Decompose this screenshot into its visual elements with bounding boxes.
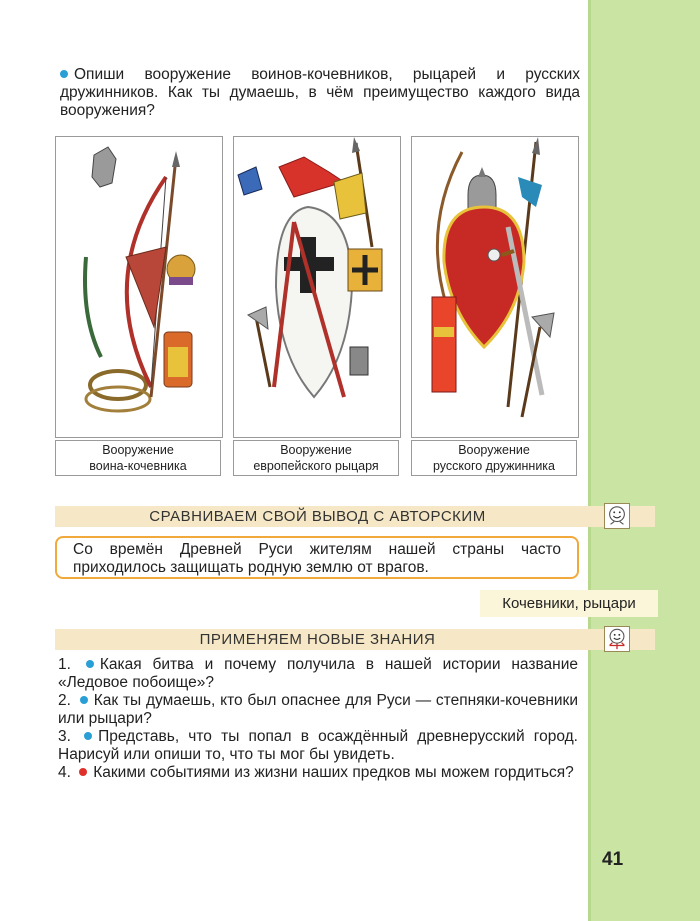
- question-4: [58, 764, 578, 782]
- smiley-face-icon: [604, 503, 630, 529]
- caption-knight: [233, 440, 399, 476]
- bullet-blue-icon: [86, 660, 94, 668]
- question-4-number: 4.: [58, 764, 71, 781]
- question-2-number: 2.: [58, 692, 71, 709]
- picture-knight-weapons: [233, 136, 401, 438]
- caption-druzhinnik: [411, 440, 577, 476]
- caption-druzhinnik-line2: русского дружинника: [432, 459, 555, 473]
- bullet-red-icon: [79, 768, 87, 776]
- bullet-blue-icon: [84, 732, 92, 740]
- questions-list: [58, 656, 578, 782]
- intro-text: Опиши вооружение воинов-кочевников, рыцарей и русских дружинников. Как ты думаешь, в чём преимущество каждого вида вооружения?: [60, 66, 580, 119]
- caption-knight-line1: Вооружение: [280, 443, 352, 457]
- question-2: [58, 692, 578, 728]
- question-1: [58, 656, 578, 692]
- question-1-text: Какая битва и почему получила в нашей истории название «Ледовое побоище»?: [58, 656, 578, 691]
- caption-nomad-line2: воина-кочевника: [89, 459, 187, 473]
- page-number: 41: [602, 849, 624, 870]
- sidebar-edge: [588, 0, 591, 921]
- picture-druzhinnik-weapons: [411, 136, 579, 438]
- picture-nomad-weapons: [55, 136, 223, 438]
- right-sidebar: [590, 0, 700, 921]
- keywords-tag: Кочевники, рыцари: [480, 590, 658, 617]
- caption-druzhinnik-line1: Вооружение: [458, 443, 530, 457]
- author-conclusion-box: [55, 536, 579, 579]
- question-2-text: Как ты думаешь, кто был опаснее для Руси — степняки-кочевники или рыцари?: [58, 692, 578, 727]
- section-title-compare: СРАВНИВАЕМ СВОЙ ВЫВОД С АВТОРСКИМ: [149, 508, 486, 525]
- caption-nomad-line1: Вооружение: [102, 443, 174, 457]
- question-3: [58, 728, 578, 764]
- bullet-blue-icon: [60, 70, 68, 78]
- caption-nomad: [55, 440, 221, 476]
- question-4-text: Какими событиями из жизни наших предков мы можем гордиться?: [93, 764, 574, 781]
- bullet-blue-icon: [80, 696, 88, 704]
- smiley-face-arrows-icon: [604, 626, 630, 652]
- question-3-text: Представь, что ты попал в осаждённый древнерусский город. Нарисуй или опиши то, что ты мог бы увидеть.: [58, 728, 578, 763]
- caption-knight-line2: европейского рыцаря: [253, 459, 379, 473]
- author-conclusion-text: Со времён Древней Руси жителям нашей страны часто приходилось защищать родную землю от врагов.: [73, 541, 561, 576]
- intro-task: [60, 66, 580, 120]
- section-title-apply: ПРИМЕНЯЕМ НОВЫЕ ЗНАНИЯ: [199, 631, 436, 648]
- question-3-number: 3.: [58, 728, 71, 745]
- question-1-number: 1.: [58, 656, 71, 673]
